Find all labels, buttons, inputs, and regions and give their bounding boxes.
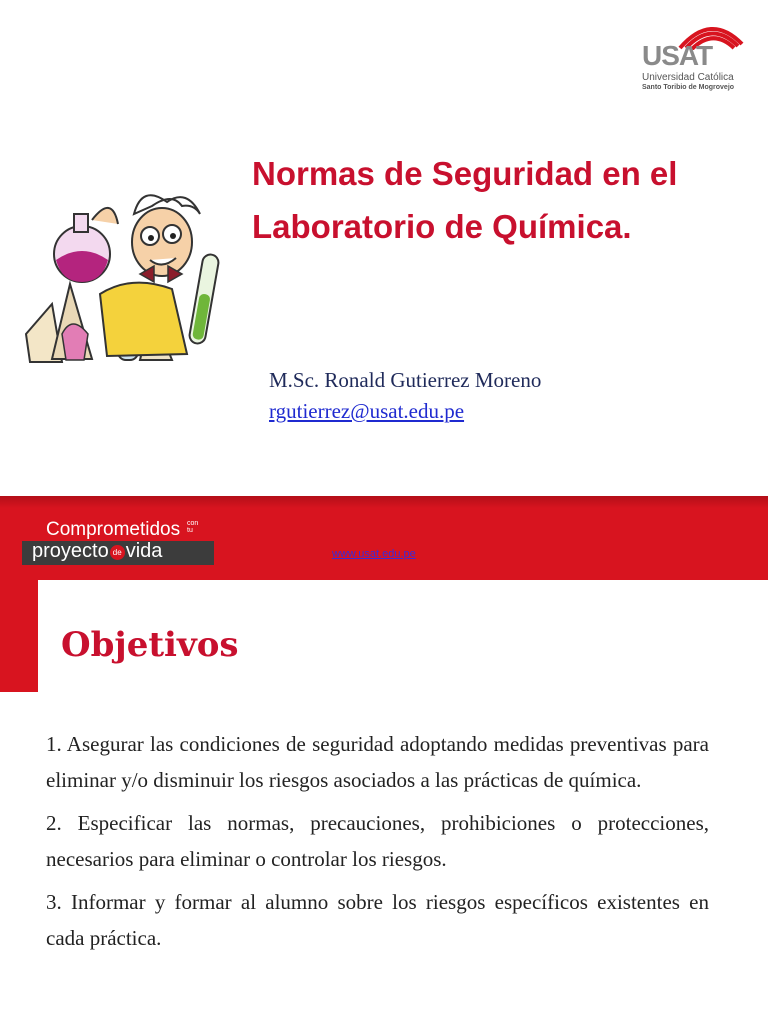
slogan-de-badge: de bbox=[110, 545, 125, 560]
usat-logo bbox=[636, 18, 761, 98]
slogan-con: con bbox=[187, 520, 199, 527]
objective-item-2: 2. Especificar las normas, precauciones, prohibiciones o protecciones, necesarios para eliminar o controlar los riesgos. bbox=[46, 811, 709, 871]
objective-item-3: 3. Informar y formar al alumno sobre los riesgos específicos existentes en cada práctica. bbox=[46, 890, 709, 950]
slide-title bbox=[252, 148, 752, 254]
author-name: M.Sc. Ronald Gutierrez Moreno bbox=[269, 368, 542, 392]
objectives-list bbox=[46, 726, 709, 963]
objective-item-1: 1. Asegurar las condiciones de seguridad adoptando medidas preventivas para eliminar y/o disminuir los riesgos asociados a las prácticas de química. bbox=[46, 732, 709, 792]
objectives-heading: Objetivos bbox=[61, 625, 239, 665]
website-link[interactable]: www.usat.edu.pe bbox=[332, 548, 416, 560]
heading-accent-bar bbox=[0, 580, 38, 692]
slogan-comprometidos: Comprometidos bbox=[46, 519, 181, 540]
logo-subtitle: Universidad Católica bbox=[642, 72, 734, 83]
logo-wordmark: USAT bbox=[642, 40, 713, 71]
author-email-link[interactable]: rgutierrez@usat.edu.pe bbox=[269, 399, 465, 423]
logo-tagline: Santo Toribio de Mogrovejo bbox=[642, 84, 735, 91]
slogan-proyecto: proyecto bbox=[32, 540, 109, 562]
title-line-2: Laboratorio de Química. bbox=[252, 207, 632, 245]
scientist-illustration-icon bbox=[22, 184, 232, 366]
slogan-tu: tu bbox=[187, 527, 193, 534]
title-slide bbox=[0, 0, 768, 496]
banner-stripe bbox=[0, 496, 768, 508]
slogan-proyecto-de-vida bbox=[32, 540, 162, 563]
slogan-con-tu bbox=[187, 520, 198, 534]
title-line-1: Normas de Seguridad en el bbox=[252, 155, 678, 192]
slogan-vida: vida bbox=[125, 540, 163, 562]
